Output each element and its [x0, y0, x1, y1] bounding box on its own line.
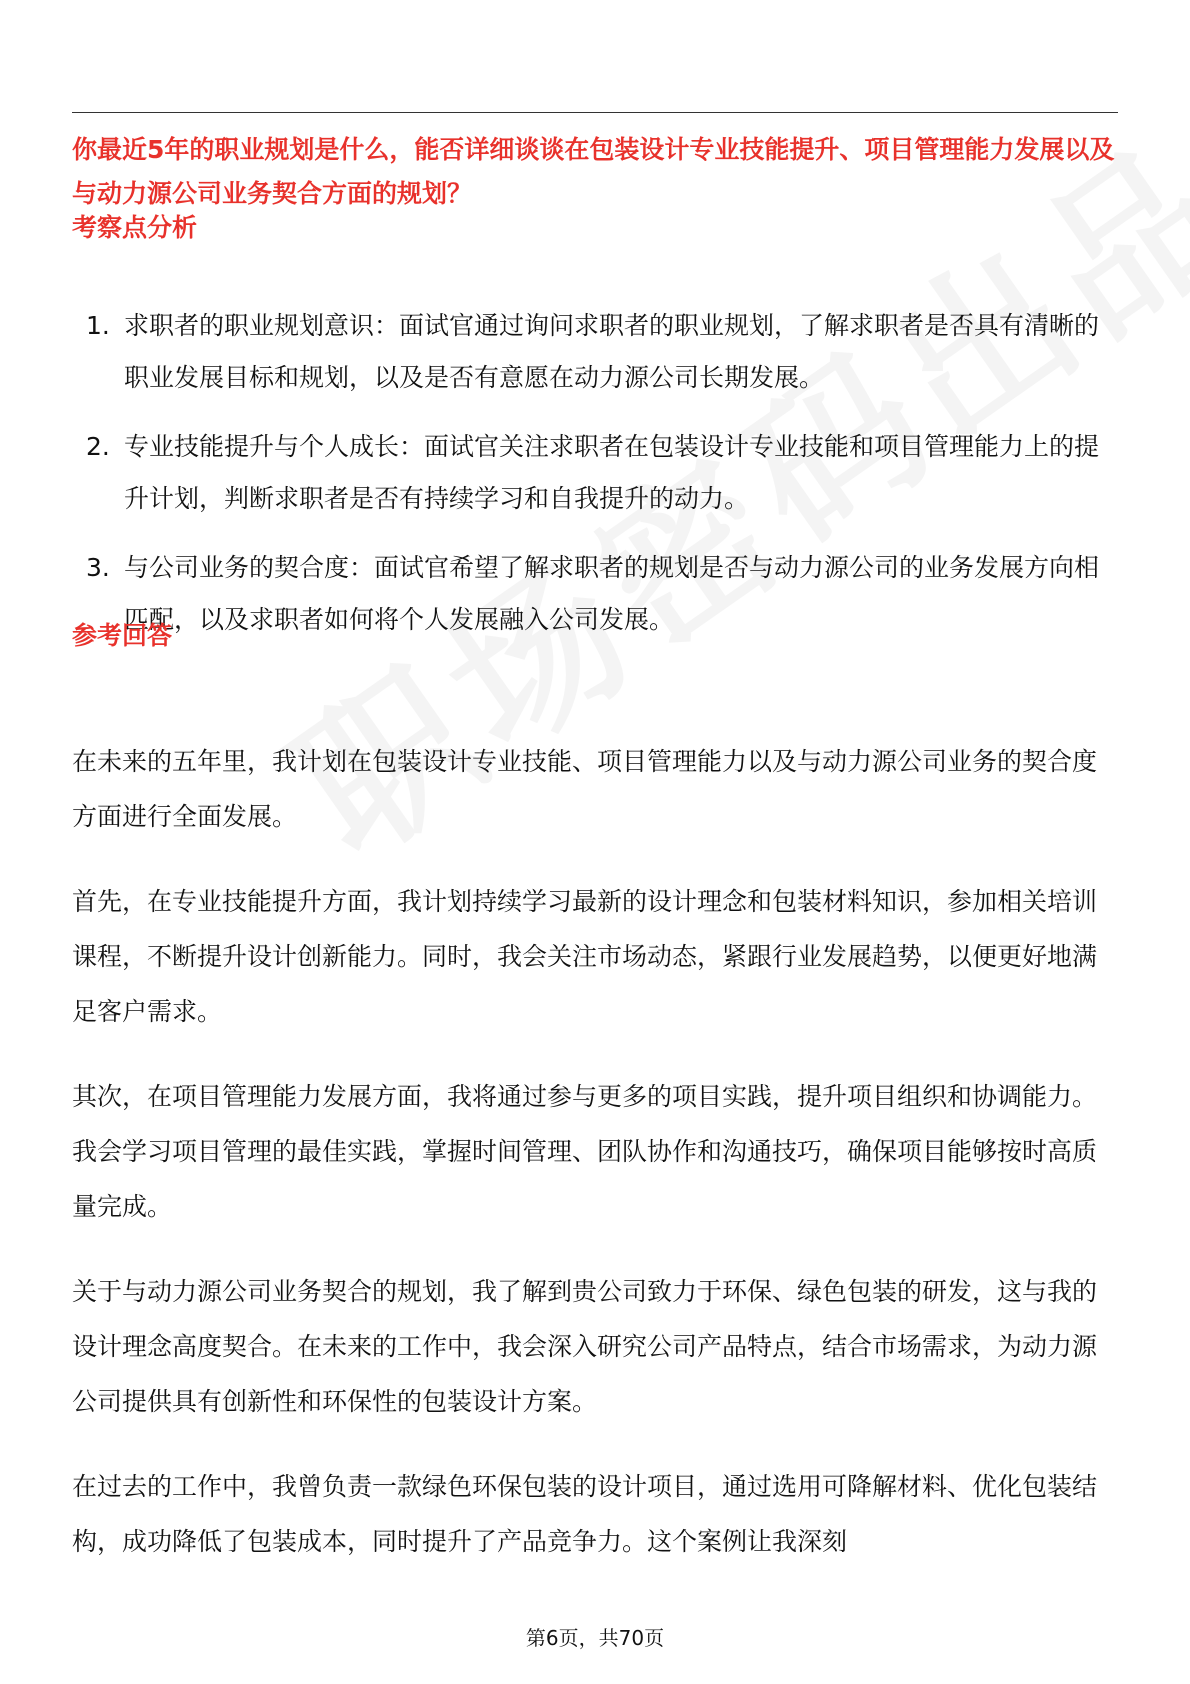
point-number: 1.: [86, 311, 110, 340]
analysis-point-2: [72, 421, 1118, 525]
point-text: 与公司业务的契合度：面试官希望了解求职者的规划是否与动力源公司的业务发展方向相匹配，以及求职者如何将个人发展融入公司发展。: [124, 553, 1100, 634]
answer-body: [72, 734, 1118, 1599]
analysis-points: [72, 300, 1118, 663]
question-title: 你最近5年的职业规划是什么，能否详细谈谈在包装设计专业技能提升、项目管理能力发展以及与动力源公司业务契合方面的规划？: [72, 135, 1115, 208]
answer-paragraph: 其次，在项目管理能力发展方面，我将通过参与更多的项目实践，提升项目组织和协调能力。我会学习项目管理的最佳实践，掌握时间管理、团队协作和沟通技巧，确保项目能够按时高质量完成。: [72, 1082, 1098, 1221]
point-number: 2.: [86, 432, 110, 461]
top-divider: [72, 112, 1118, 113]
answer-paragraph: 在未来的五年里，我计划在包装设计专业技能、项目管理能力以及与动力源公司业务的契合度方面进行全面发展。: [72, 747, 1098, 831]
answer-paragraph: 首先，在专业技能提升方面，我计划持续学习最新的设计理念和包装材料知识，参加相关培训课程，不断提升设计创新能力。同时，我会关注市场动态，紧跟行业发展趋势，以便更好地满足客户需求。: [72, 887, 1098, 1026]
point-text: 专业技能提升与个人成长：面试官关注求职者在包装设计专业技能和项目管理能力上的提升计划，判断求职者是否有持续学习和自我提升的动力。: [124, 432, 1100, 513]
answer-paragraph: 在过去的工作中，我曾负责一款绿色环保包装的设计项目，通过选用可降解材料、优化包装结构，成功降低了包装成本，同时提升了产品竞争力。这个案例让我深刻: [72, 1472, 1098, 1556]
page-number-footer: 第6页，共70页: [525, 1626, 665, 1650]
answer-heading: 参考回答: [72, 621, 173, 650]
answer-paragraph: 关于与动力源公司业务契合的规划，我了解到贵公司致力于环保、绿色包装的研发，这与我的设计理念高度契合。在未来的工作中，我会深入研究公司产品特点，结合市场需求，为动力源公司提供具有创新性和环保性的包装设计方案。: [72, 1277, 1098, 1416]
analysis-heading: 考察点分析: [72, 213, 198, 242]
point-number: 3.: [86, 553, 110, 582]
analysis-point-1: [72, 300, 1118, 404]
point-text: 求职者的职业规划意识：面试官通过询问求职者的职业规划，了解求职者是否具有清晰的职业发展目标和规划，以及是否有意愿在动力源公司长期发展。: [124, 311, 1100, 392]
analysis-point-3: [72, 542, 1118, 646]
